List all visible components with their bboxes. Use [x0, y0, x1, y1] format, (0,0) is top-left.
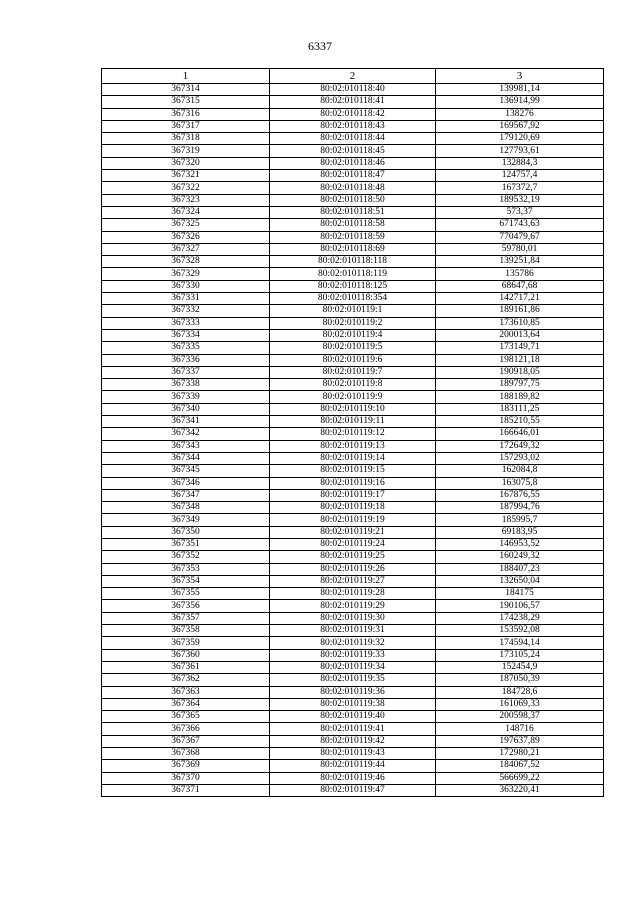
- cadastral-number-cell: 80:02:010118:41: [270, 96, 436, 108]
- row-number-cell: 367342: [102, 428, 270, 440]
- table-row: [102, 563, 604, 575]
- cadastral-number-cell: 80:02:010119:33: [270, 649, 436, 661]
- cadastral-number-cell: 80:02:010118:45: [270, 145, 436, 157]
- row-number-cell: 367316: [102, 108, 270, 120]
- table-header-row: [102, 69, 604, 84]
- value-cell: 161069,33: [436, 698, 604, 710]
- value-cell: 139981,14: [436, 84, 604, 96]
- row-number-cell: 367362: [102, 674, 270, 686]
- table-row: [102, 256, 604, 268]
- cadastral-number-cell: 80:02:010119:17: [270, 489, 436, 501]
- row-number-cell: 367321: [102, 170, 270, 182]
- row-number-cell: 367347: [102, 489, 270, 501]
- cadastral-number-cell: 80:02:010118:51: [270, 206, 436, 218]
- cadastral-number-cell: 80:02:010119:40: [270, 711, 436, 723]
- row-number-cell: 367345: [102, 465, 270, 477]
- row-number-cell: 367320: [102, 157, 270, 169]
- cadastral-number-cell: 80:02:010119:34: [270, 661, 436, 673]
- value-cell: 179120,69: [436, 133, 604, 145]
- table-row: [102, 206, 604, 218]
- value-cell: 197637,89: [436, 735, 604, 747]
- value-cell: 183111,25: [436, 403, 604, 415]
- row-number-cell: 367315: [102, 96, 270, 108]
- table-row: [102, 551, 604, 563]
- row-number-cell: 367341: [102, 416, 270, 428]
- table-row: [102, 108, 604, 120]
- value-cell: 671743,63: [436, 219, 604, 231]
- cadastral-number-cell: 80:02:010119:36: [270, 686, 436, 698]
- table-row: [102, 748, 604, 760]
- value-cell: 185995,7: [436, 514, 604, 526]
- row-number-cell: 367337: [102, 366, 270, 378]
- row-number-cell: 367355: [102, 588, 270, 600]
- row-number-cell: 367348: [102, 502, 270, 514]
- row-number-cell: 367370: [102, 772, 270, 784]
- table-row: [102, 243, 604, 255]
- value-cell: 160249,32: [436, 551, 604, 563]
- table-row: [102, 96, 604, 108]
- value-cell: 174238,29: [436, 612, 604, 624]
- table-row: [102, 760, 604, 772]
- row-number-cell: 367371: [102, 784, 270, 796]
- value-cell: 173610,85: [436, 317, 604, 329]
- page-number: 6337: [308, 39, 332, 53]
- cadastral-number-cell: 80:02:010119:25: [270, 551, 436, 563]
- row-number-cell: 367350: [102, 526, 270, 538]
- cadastral-number-cell: 80:02:010118:58: [270, 219, 436, 231]
- cadastral-number-cell: 80:02:010119:21: [270, 526, 436, 538]
- cadastral-number-cell: 80:02:010118:48: [270, 182, 436, 194]
- row-number-cell: 367329: [102, 268, 270, 280]
- value-cell: 68647,68: [436, 280, 604, 292]
- cadastral-number-cell: 80:02:010119:11: [270, 416, 436, 428]
- row-number-cell: 367323: [102, 194, 270, 206]
- value-cell: 146953,52: [436, 538, 604, 550]
- table-row: [102, 465, 604, 477]
- value-cell: 173149,71: [436, 342, 604, 354]
- value-cell: 173105,24: [436, 649, 604, 661]
- row-number-cell: 367368: [102, 748, 270, 760]
- table-row: [102, 538, 604, 550]
- cadastral-number-cell: 80:02:010119:28: [270, 588, 436, 600]
- value-cell: 200013,64: [436, 329, 604, 341]
- cadastral-number-cell: 80:02:010119:12: [270, 428, 436, 440]
- table-row: [102, 403, 604, 415]
- table-row: [102, 293, 604, 305]
- value-cell: 573,37: [436, 206, 604, 218]
- cadastral-number-cell: 80:02:010119:38: [270, 698, 436, 710]
- table-row: [102, 194, 604, 206]
- cadastral-number-cell: 80:02:010119:44: [270, 760, 436, 772]
- value-cell: 188189,82: [436, 391, 604, 403]
- table-row: [102, 514, 604, 526]
- value-cell: 184175: [436, 588, 604, 600]
- cadastral-number-cell: 80:02:010119:43: [270, 748, 436, 760]
- table-row: [102, 391, 604, 403]
- table-row: [102, 379, 604, 391]
- value-cell: 162084,8: [436, 465, 604, 477]
- row-number-cell: 367366: [102, 723, 270, 735]
- cadastral-number-cell: 80:02:010118:69: [270, 243, 436, 255]
- table-row: [102, 145, 604, 157]
- value-cell: 124757,4: [436, 170, 604, 182]
- table-row: [102, 612, 604, 624]
- row-number-cell: 367369: [102, 760, 270, 772]
- cadastral-number-cell: 80:02:010118:43: [270, 120, 436, 132]
- cadastral-number-cell: 80:02:010119:27: [270, 575, 436, 587]
- row-number-cell: 367330: [102, 280, 270, 292]
- table-row: [102, 157, 604, 169]
- table-row: [102, 416, 604, 428]
- table-row: [102, 686, 604, 698]
- value-cell: 187994,76: [436, 502, 604, 514]
- cadastral-number-cell: 80:02:010118:59: [270, 231, 436, 243]
- cadastral-number-cell: 80:02:010118:354: [270, 293, 436, 305]
- value-cell: 200598,37: [436, 711, 604, 723]
- row-number-cell: 367331: [102, 293, 270, 305]
- cadastral-number-cell: 80:02:010119:26: [270, 563, 436, 575]
- table-row: [102, 625, 604, 637]
- table-row: [102, 317, 604, 329]
- cadastral-number-cell: 80:02:010118:50: [270, 194, 436, 206]
- column-header-3: 3: [436, 69, 604, 84]
- table-row: [102, 661, 604, 673]
- table-row: [102, 133, 604, 145]
- row-number-cell: 367344: [102, 452, 270, 464]
- cadastral-number-cell: 80:02:010118:125: [270, 280, 436, 292]
- cadastral-number-cell: 80:02:010119:16: [270, 477, 436, 489]
- table-row: [102, 477, 604, 489]
- value-cell: 187050,39: [436, 674, 604, 686]
- row-number-cell: 367360: [102, 649, 270, 661]
- table-row: [102, 84, 604, 96]
- value-cell: 174594,14: [436, 637, 604, 649]
- row-number-cell: 367324: [102, 206, 270, 218]
- value-cell: 69183,95: [436, 526, 604, 538]
- cadastral-number-cell: 80:02:010119:31: [270, 625, 436, 637]
- value-cell: 167372,7: [436, 182, 604, 194]
- cadastral-number-cell: 80:02:010118:46: [270, 157, 436, 169]
- row-number-cell: 367325: [102, 219, 270, 231]
- row-number-cell: 367328: [102, 256, 270, 268]
- row-number-cell: 367332: [102, 305, 270, 317]
- value-cell: 138276: [436, 108, 604, 120]
- cadastral-number-cell: 80:02:010118:47: [270, 170, 436, 182]
- cadastral-number-cell: 80:02:010119:10: [270, 403, 436, 415]
- table-row: [102, 588, 604, 600]
- row-number-cell: 367343: [102, 440, 270, 452]
- value-cell: 132650,04: [436, 575, 604, 587]
- cadastral-number-cell: 80:02:010119:2: [270, 317, 436, 329]
- table-row: [102, 649, 604, 661]
- value-cell: 190918,05: [436, 366, 604, 378]
- row-number-cell: 367356: [102, 600, 270, 612]
- value-cell: 189161,86: [436, 305, 604, 317]
- value-cell: 59780,01: [436, 243, 604, 255]
- row-number-cell: 367333: [102, 317, 270, 329]
- row-number-cell: 367326: [102, 231, 270, 243]
- cadastral-number-cell: 80:02:010119:15: [270, 465, 436, 477]
- table-row: [102, 674, 604, 686]
- row-number-cell: 367359: [102, 637, 270, 649]
- cadastral-number-cell: 80:02:010118:119: [270, 268, 436, 280]
- cadastral-number-cell: 80:02:010119:46: [270, 772, 436, 784]
- row-number-cell: 367361: [102, 661, 270, 673]
- cadastral-number-cell: 80:02:010119:18: [270, 502, 436, 514]
- value-cell: 148716: [436, 723, 604, 735]
- cadastral-number-cell: 80:02:010119:1: [270, 305, 436, 317]
- cadastral-number-cell: 80:02:010119:14: [270, 452, 436, 464]
- value-cell: 189797,75: [436, 379, 604, 391]
- table-row: [102, 219, 604, 231]
- value-cell: 185210,55: [436, 416, 604, 428]
- table-row: [102, 489, 604, 501]
- row-number-cell: 367365: [102, 711, 270, 723]
- table-body: [102, 84, 604, 797]
- row-number-cell: 367364: [102, 698, 270, 710]
- cadastral-number-cell: 80:02:010119:7: [270, 366, 436, 378]
- value-cell: 139251,84: [436, 256, 604, 268]
- value-cell: 157293,02: [436, 452, 604, 464]
- row-number-cell: 367340: [102, 403, 270, 415]
- cadastral-number-cell: 80:02:010119:13: [270, 440, 436, 452]
- cadastral-number-cell: 80:02:010119:24: [270, 538, 436, 550]
- table-row: [102, 723, 604, 735]
- value-cell: 142717,21: [436, 293, 604, 305]
- table-row: [102, 182, 604, 194]
- value-cell: 127793,61: [436, 145, 604, 157]
- value-cell: 152454,9: [436, 661, 604, 673]
- cadastral-number-cell: 80:02:010118:118: [270, 256, 436, 268]
- value-cell: 153592,08: [436, 625, 604, 637]
- row-number-cell: 367354: [102, 575, 270, 587]
- table-row: [102, 600, 604, 612]
- row-number-cell: 367319: [102, 145, 270, 157]
- row-number-cell: 367351: [102, 538, 270, 550]
- value-cell: 166646,01: [436, 428, 604, 440]
- row-number-cell: 367327: [102, 243, 270, 255]
- cadastral-number-cell: 80:02:010119:5: [270, 342, 436, 354]
- cadastral-number-cell: 80:02:010119:32: [270, 637, 436, 649]
- row-number-cell: 367363: [102, 686, 270, 698]
- table-row: [102, 428, 604, 440]
- row-number-cell: 367338: [102, 379, 270, 391]
- cadastral-number-cell: 80:02:010118:42: [270, 108, 436, 120]
- cadastral-number-cell: 80:02:010118:44: [270, 133, 436, 145]
- table-row: [102, 735, 604, 747]
- table-row: [102, 342, 604, 354]
- column-header-1: 1: [102, 69, 270, 84]
- column-header-2: 2: [270, 69, 436, 84]
- value-cell: 188407,23: [436, 563, 604, 575]
- value-cell: 172980,21: [436, 748, 604, 760]
- value-cell: 189532,19: [436, 194, 604, 206]
- table-row: [102, 711, 604, 723]
- table-row: [102, 502, 604, 514]
- table-row: [102, 575, 604, 587]
- row-number-cell: 367314: [102, 84, 270, 96]
- value-cell: 184067,52: [436, 760, 604, 772]
- value-cell: 136914,99: [436, 96, 604, 108]
- row-number-cell: 367353: [102, 563, 270, 575]
- cadastral-number-cell: 80:02:010119:41: [270, 723, 436, 735]
- row-number-cell: 367349: [102, 514, 270, 526]
- cadastral-number-cell: 80:02:010119:29: [270, 600, 436, 612]
- table-row: [102, 772, 604, 784]
- row-number-cell: 367318: [102, 133, 270, 145]
- row-number-cell: 367339: [102, 391, 270, 403]
- value-cell: 163075,8: [436, 477, 604, 489]
- row-number-cell: 367352: [102, 551, 270, 563]
- cadastral-number-cell: 80:02:010119:4: [270, 329, 436, 341]
- table-row: [102, 231, 604, 243]
- row-number-cell: 367336: [102, 354, 270, 366]
- row-number-cell: 367335: [102, 342, 270, 354]
- value-cell: 167876,55: [436, 489, 604, 501]
- table-row: [102, 120, 604, 132]
- cadastral-number-cell: 80:02:010119:42: [270, 735, 436, 747]
- table-row: [102, 526, 604, 538]
- row-number-cell: 367357: [102, 612, 270, 624]
- table-row: [102, 354, 604, 366]
- table-row: [102, 329, 604, 341]
- value-cell: 135786: [436, 268, 604, 280]
- value-cell: 566699,22: [436, 772, 604, 784]
- cadastral-number-cell: 80:02:010119:35: [270, 674, 436, 686]
- table-row: [102, 784, 604, 796]
- cadastral-number-cell: 80:02:010119:47: [270, 784, 436, 796]
- value-cell: 132884,3: [436, 157, 604, 169]
- cadastral-number-cell: 80:02:010119:8: [270, 379, 436, 391]
- table-row: [102, 637, 604, 649]
- cadastral-number-cell: 80:02:010119:9: [270, 391, 436, 403]
- value-cell: 198121,18: [436, 354, 604, 366]
- table-row: [102, 440, 604, 452]
- value-cell: 770479,67: [436, 231, 604, 243]
- table-row: [102, 280, 604, 292]
- row-number-cell: 367334: [102, 329, 270, 341]
- row-number-cell: 367346: [102, 477, 270, 489]
- cadastral-number-cell: 80:02:010119:6: [270, 354, 436, 366]
- value-cell: 184728,6: [436, 686, 604, 698]
- cadastral-number-cell: 80:02:010118:40: [270, 84, 436, 96]
- table-row: [102, 452, 604, 464]
- row-number-cell: 367367: [102, 735, 270, 747]
- row-number-cell: 367358: [102, 625, 270, 637]
- value-cell: 190106,57: [436, 600, 604, 612]
- data-table: [101, 68, 604, 797]
- row-number-cell: 367322: [102, 182, 270, 194]
- value-cell: 169567,92: [436, 120, 604, 132]
- table-row: [102, 698, 604, 710]
- cadastral-number-cell: 80:02:010119:30: [270, 612, 436, 624]
- cadastral-number-cell: 80:02:010119:19: [270, 514, 436, 526]
- value-cell: 363220,41: [436, 784, 604, 796]
- table-row: [102, 268, 604, 280]
- value-cell: 172649,32: [436, 440, 604, 452]
- row-number-cell: 367317: [102, 120, 270, 132]
- table-row: [102, 170, 604, 182]
- table-row: [102, 366, 604, 378]
- table-row: [102, 305, 604, 317]
